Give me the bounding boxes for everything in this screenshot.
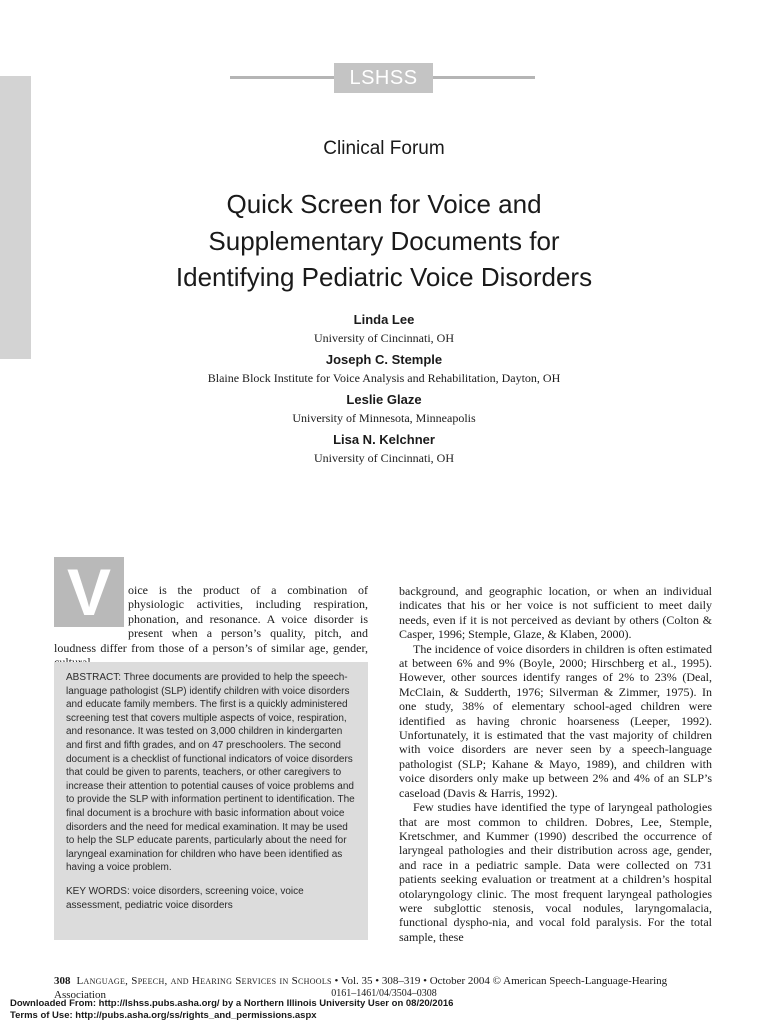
- citation-info: • Vol. 35 • 308–319 • October 2004 © American Speech-Language-Hearing Association: [54, 975, 668, 1001]
- body-paragraph: background, and geographic location, or when an individual indicates that his or her voice is not sufficient to meet daily needs, even if it is not perceived as deviant by others (Colton & Casper, 1996; Stemple, Glaze, & Klaben, 2000).: [399, 584, 712, 642]
- body-paragraph: Few studies have identified the type of laryngeal pathologies that are most common to children. Dobres, Lee, Stemple, Kretschmer, and Kummer (1990) described the occurrence of laryngeal pathologies and their distribution across age, gender, and race in a pediatric sample. Data were collected on 731 patients seeking evaluation or treatment at a children’s hospital otolaryngology clinic. The most frequent laryngeal pathologies were subglottic stenosis, vocal nodules, laryngomalacia, functional dyspho-nia, and vocal fold paralysis. For the total sample, these: [399, 800, 712, 944]
- section-label: Clinical Forum: [323, 138, 445, 159]
- author-affiliation: University of Cincinnati, OH: [314, 451, 454, 465]
- title-line: Quick Screen for Voice and: [226, 189, 542, 219]
- author-affiliation: University of Minnesota, Minneapolis: [292, 411, 476, 425]
- downloaded-from: Downloaded From: http://lshss.pubs.asha.org/ by a Northern Illinois University User on 08/20/2016: [10, 998, 454, 1009]
- header-rule-right: [433, 76, 535, 79]
- author-name: Joseph C. Stemple: [325, 352, 443, 367]
- drop-cap: V: [54, 557, 124, 627]
- left-column: [54, 557, 368, 669]
- abstract-text: ABSTRACT: Three documents are provided to help the speech-language pathologist (SLP) identify children with voice disorders and educate family members. The first is a quickly administered screening test that covers multiple aspects of voice, respiration, and resonance. It was tested on 3,000 children in kindergarten and first and fifth grades, and on 47 preschoolers. The second document is a checklist of functional indicators of voice disorders that could be given to parents, teachers, or other caregivers to increase their attention to potential causes of voice problems and to provide the SLP with information pertinent to identification. The final document is a brochure with basic information about voice disorders and the need for medical examination. It may be used to help the SLP educate parents, particularly about the need for laryngeal examination for children who have been identified as having a voice problem.: [66, 672, 355, 874]
- author-affiliation: University of Cincinnati, OH: [314, 331, 454, 345]
- author-list: [84, 310, 684, 470]
- journal-name: Language, Speech, and Hearing Services in Schools: [76, 975, 332, 987]
- header-rule-left: [230, 76, 334, 79]
- title-line: Supplementary Documents for: [208, 225, 560, 256]
- terms-of-use: Terms of Use: http://pubs.asha.org/ss/rights_and_permissions.aspx: [10, 1010, 317, 1021]
- author-affiliation: Blaine Block Institute for Voice Analysis and Rehabilitation, Dayton, OH: [207, 371, 561, 385]
- title-line: Identifying Pediatric Voice Disorders: [175, 262, 593, 292]
- right-column: [399, 584, 712, 944]
- author-name: Leslie Glaze: [346, 392, 422, 407]
- download-notice: [10, 998, 610, 1022]
- author-name: Lisa N. Kelchner: [333, 432, 435, 447]
- abstract-box: [54, 662, 368, 940]
- author-name: Linda Lee: [353, 312, 415, 327]
- journal-badge: LSHSS: [334, 63, 433, 93]
- intro-paragraph: oice is the product of a combination of physiologic activities, including respiration, phonation, and resonance. A voice disorder is present when a person’s quality, pitch, and loudness differ from those of a person’s of similar age, gender,: [54, 583, 368, 655]
- body-paragraph: The incidence of voice disorders in children is often estimated at between 6% and 9% (Boyle, 2000; Hirschberg et al., 1995). However, other sources identify ranges of 2% to 23% (Deal, McClain, & Sudderth, 1976; Silverman & Zimmer, 1975). In one study, 38% of elementary school-aged children were identified as having chronic hoarseness (Leeper, 1992). Unfortunately, it is estimated that the vast majority of children with voice disorders are never seen by a speech-language pathologist (SLP; Kahane & Mayo, 1989), and children with voice disorders only make up between 2% and 4% of an SLP’s caseload (Davis & Harris, 1992).: [399, 641, 712, 800]
- issn-code: 0161–1461/04/3504–0308: [331, 988, 437, 999]
- keywords-text: KEY WORDS: voice disorders, screening voice, voice assessment, pediatric voice disorders: [66, 885, 304, 911]
- article-title: [84, 186, 684, 296]
- page-number: 308: [54, 975, 71, 987]
- margin-bar: [0, 76, 31, 359]
